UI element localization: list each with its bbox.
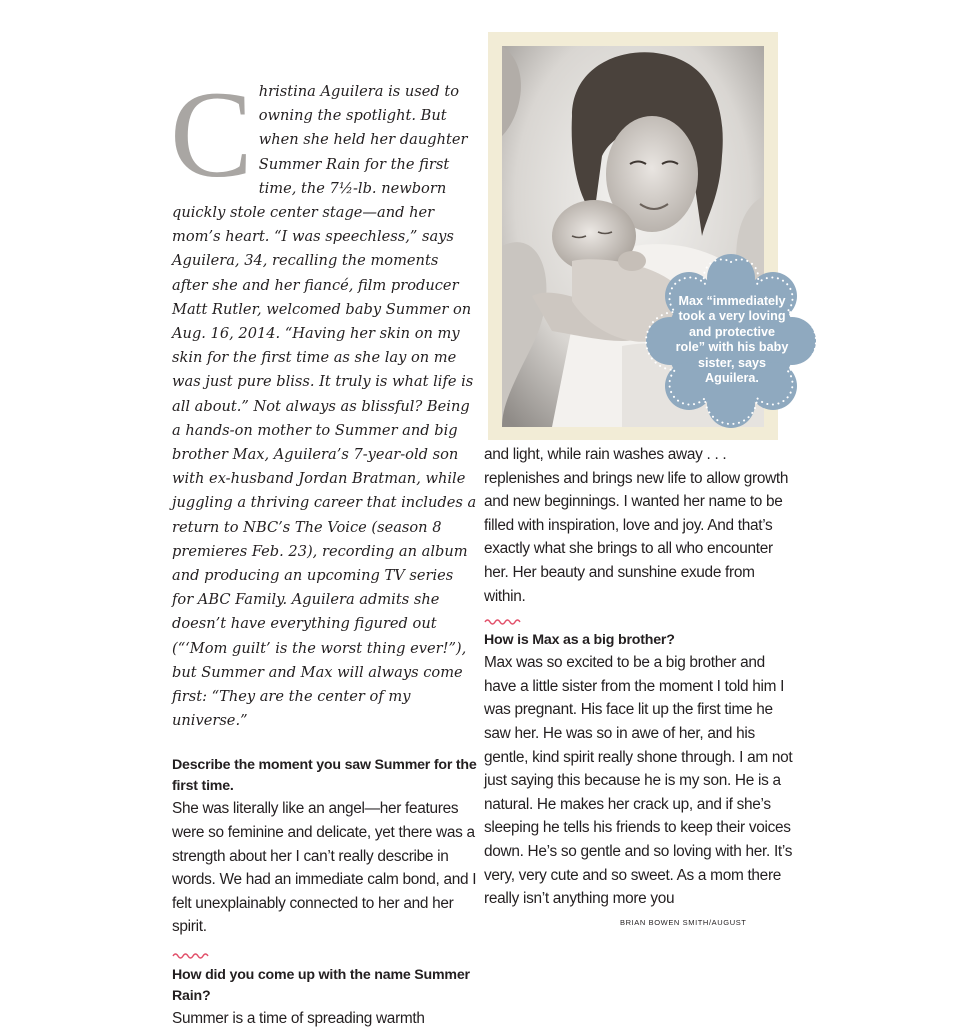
drop-cap: C [170,66,253,203]
answer-first-moment: She was literally like an angel—her features were so feminine and delicate, yet there was a strength about her I can’t really describe in words. We had an immediate calm bond, and I felt unexplainably connected to her and her spirit. [172,800,477,936]
question-name-origin: How did you come up with the name Summer Rain? [172,967,470,1005]
answer-name-origin-start: Summer is a time of spreading warmth [172,1010,425,1028]
right-column [484,443,794,911]
answer-name-origin-end: and light, while rain washes away . . . replenishes and brings new life to allow growth and new beginnings. I wanted her name to be filled with inspiration, love and joy. And that’s exactly what she brings to all who encounter her. Her beauty and sunshine exude from within. [484,446,789,605]
section-divider-squiggle [172,952,210,960]
left-column [170,66,478,1031]
question-first-moment: Describe the moment you saw Summer for the first time. [172,757,477,795]
section-divider-squiggle [484,618,522,626]
intro-paragraph [170,66,478,733]
photo-caption: Max “immediately took a very loving and protective role” with his baby sister, says Aguilera. [675,294,789,386]
question-big-brother: How is Max as a big brother? [484,632,675,649]
intro-text: hristina Aguilera is used to owning the spotlight. But when she held her daughter Summer Rain for the first time, the 7½-lb. newborn quickly stole center stage—and her mom’s heart. “I was speechless,” says Aguilera, 34, recalling the moments after she and her fiancé, film producer Matt Rutler, welcomed baby Summer on Aug. 16, 2014. “Having her skin on my skin for the first time as she lay on me was just pure bliss. It truly is what life is all about.” Not always as blissful? Being a hands-on mother to Summer and big brother Max, Aguilera’s 7-year-old son with ex-husband Jordan Bratman, while juggling a thriving career that includes a return to NBC’s The Voice (season 8 premieres Feb. 23), recording an album and producing an upcoming TV series for ABC Family. Aguilera admits she doesn’t have everything figured out (“‘Mom guilt’ is the worst thing ever!”), but Summer and Max will always come first: “They are the center of my universe.” [172,83,477,730]
photo-credit: BRIAN BOWEN SMITH/AUGUST [620,918,747,927]
answer-big-brother: Max was so excited to be a big brother and have a little sister from the moment I told him I was pregnant. His face lit up the first time he saw her. He was so in awe of her, and his gentle, kind spirit really shone through. I am not just saying this because he is my son. He is a natural. He makes her crack up, and if she’s sleeping he tells his friends to keep their voices down. He’s so gentle and so loving with her. It’s very, very cute and so sweet. As a mom there really isn’t anything more you [484,654,793,908]
